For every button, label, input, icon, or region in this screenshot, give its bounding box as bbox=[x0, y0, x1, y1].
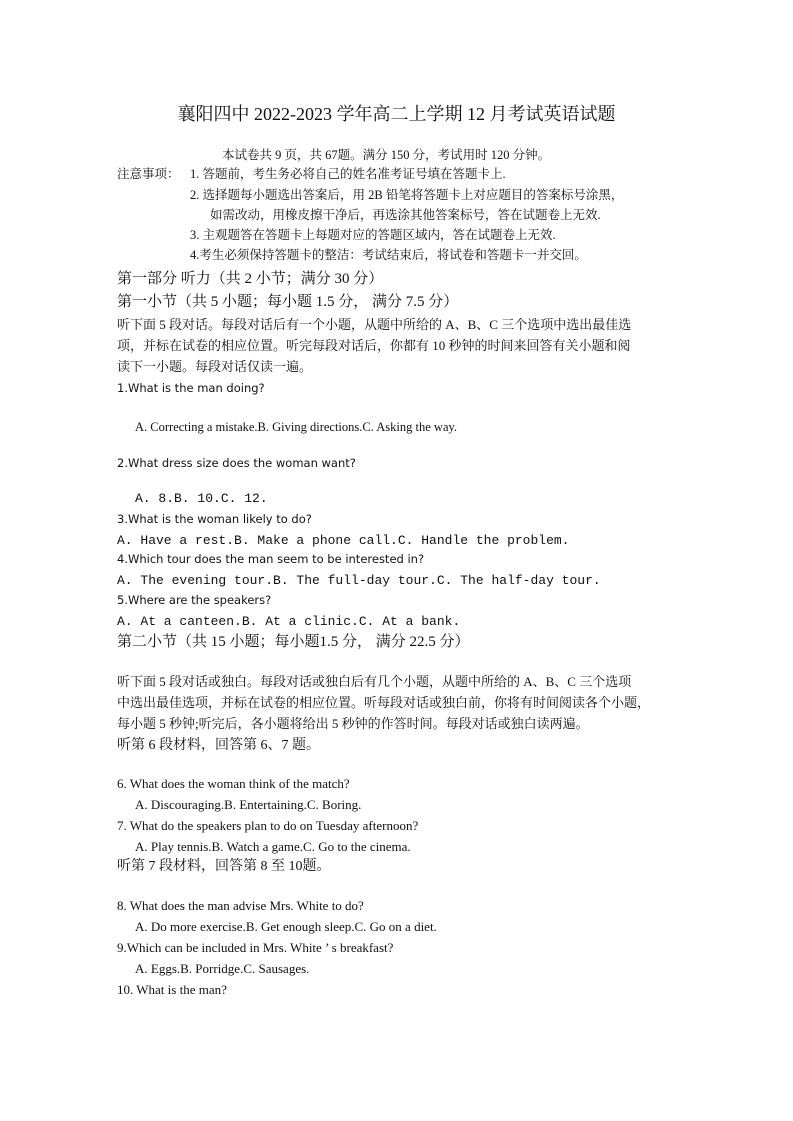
question-options: A. Discouraging.B. Entertaining.C. Boring. bbox=[135, 797, 362, 812]
section2-instructions: 每小题 5 秒钟;听完后，各小题将给出 5 秒钟的作答时间。每段对话或独白读两遍。 bbox=[117, 716, 589, 731]
question-stem: 7. What do the speakers plan to do on Tuesday afternoon? bbox=[117, 818, 419, 833]
question-stem: 9.Which can be included in Mrs. White ’ s breakfast? bbox=[117, 940, 394, 955]
question-options: A. Correcting a mistake.B. Giving directions.C. Asking the way. bbox=[135, 420, 458, 434]
question-options: A. At a canteen.B. At a clinic.C. At a bank. bbox=[117, 614, 461, 629]
question-stem: 2.What dress size does the woman want? bbox=[117, 456, 356, 470]
section1-instructions: 听下面 5 段对话。每段对话后有一个小题，从题中所给的 A、B、C 三个选项中选出最佳选 bbox=[117, 317, 632, 332]
question-options: A. 8.B. 10.C. 12. bbox=[135, 491, 268, 506]
section2-heading: 第二小节（共 15 小题；每小题1.5 分， 满分 22.5 分） bbox=[117, 634, 470, 650]
section1-heading: 第一小节（共 5 小题；每小题 1.5 分， 满分 7.5 分） bbox=[117, 294, 459, 310]
part1-heading: 第一部分 听力（共 2 小节；满分 30 分） bbox=[117, 271, 384, 287]
notice-prefix: 注意事项： bbox=[117, 167, 180, 181]
section2-instructions: 听下面 5 段对话或独白。每段对话或独白后有几个小题，从题中所给的 A、B、C 三个选项 bbox=[117, 674, 632, 689]
question-stem: 4.Which tour does the man seem to be interested in? bbox=[117, 552, 425, 566]
question-options: A. Play tennis.B. Watch a game.C. Go to the cinema. bbox=[135, 839, 411, 854]
question-stem: 3.What is the woman likely to do? bbox=[117, 512, 312, 526]
audio-heading: 听第 6 段材料，回答第 6、7 题。 bbox=[117, 738, 320, 753]
audio-heading: 听第 7 段材料，回答第 8 至 10题。 bbox=[117, 859, 331, 874]
notice-item: 2. 选择题每小题选出答案后，用 2B 铅笔将答题卡上对应题目的答案标号涂黑， bbox=[190, 188, 624, 202]
question-options: A. Have a rest.B. Make a phone call.C. Handle the problem. bbox=[117, 533, 570, 548]
notice-item: 如需改动，用橡皮擦干净后，再选涂其他答案标号，答在试题卷上无效. bbox=[210, 208, 601, 222]
question-stem: 10. What is the man? bbox=[117, 982, 227, 997]
question-options: A. The evening tour.B. The full-day tour.C. The half-day tour. bbox=[117, 573, 601, 588]
notice-item: 4.考生必须保持答题卡的整洁：考试结束后，将试卷和答题卡一并交回。 bbox=[190, 248, 587, 262]
question-stem: 6. What does the woman think of the match? bbox=[117, 776, 350, 791]
section2-instructions: 中选出最佳选项，并标在试卷的相应位置。听每段对话或独白前，你将有时间阅读各个小题， bbox=[117, 695, 651, 710]
section1-instructions: 项，并标在试卷的相应位置。听完每段对话后，你都有 10 秒钟的时间来回答有关小题和阅 bbox=[117, 338, 631, 353]
question-stem: 8. What does the man advise Mrs. White to do? bbox=[117, 898, 364, 913]
section1-instructions: 读下一小题。每段对话仅读一遍。 bbox=[117, 359, 313, 374]
question-stem: 1.What is the man doing? bbox=[117, 381, 265, 395]
question-options: A. Eggs.B. Porridge.C. Sausages. bbox=[135, 961, 310, 976]
notice-item: 3. 主观题答在答题卡上每题对应的答题区域内，答在试题卷上无效. bbox=[190, 228, 556, 242]
question-stem: 5.Where are the speakers? bbox=[117, 593, 272, 607]
header-info: 本试卷共 9 页，共 67题。满分 150 分，考试用时 120 分钟。 bbox=[222, 148, 551, 162]
question-options: A. Do more exercise.B. Get enough sleep.C. Go on a diet. bbox=[135, 919, 437, 934]
exam-title: 襄阳四中 2022-2023 学年高二上学期 12 月考试英语试题 bbox=[177, 104, 616, 124]
notice-item: 1. 答题前，考生务必将自己的姓名准考证号填在答题卡上. bbox=[190, 167, 506, 181]
